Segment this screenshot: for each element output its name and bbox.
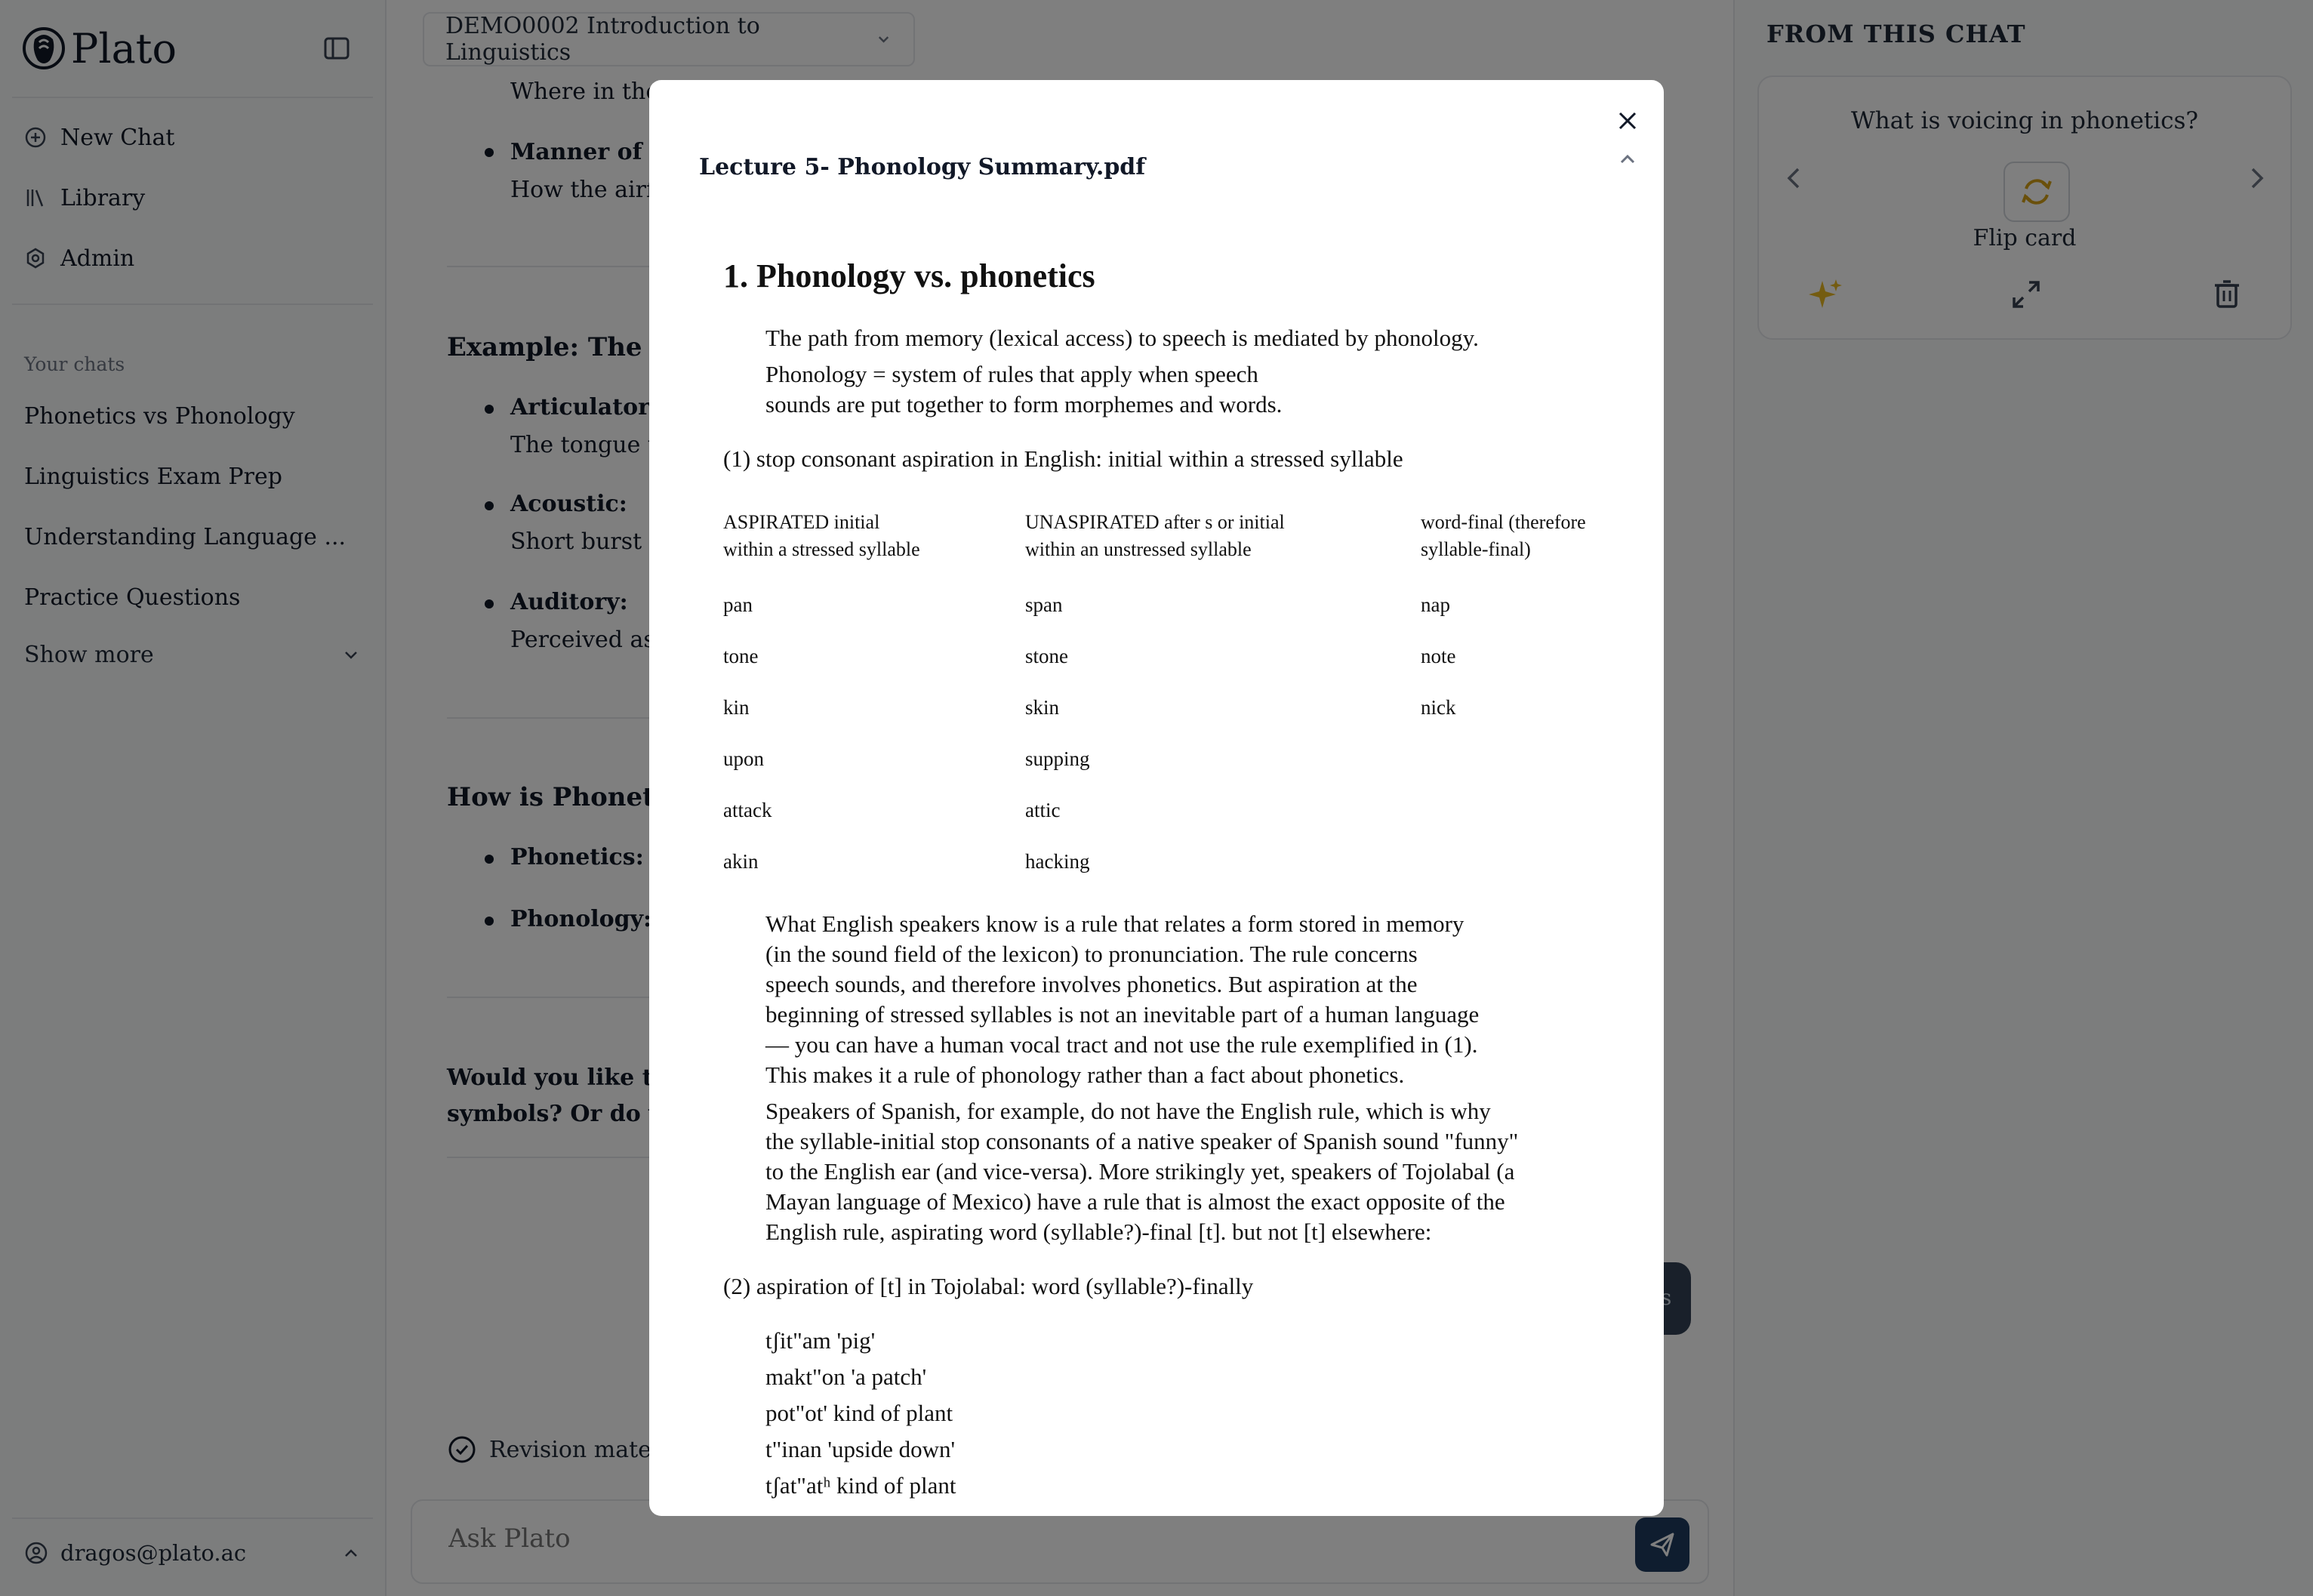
- example-line: tʃat"atʰ kind of plant: [765, 1472, 956, 1499]
- doc-line: The path from memory (lexical access) to speech is mediated by phonology.: [765, 325, 1479, 351]
- doc-line: Mayan language of Mexico) have a rule that is almost the exact opposite of the: [765, 1188, 1505, 1215]
- example-title: (2) aspiration of [t] in Tojolabal: word (syllable?)-finally: [723, 1273, 1254, 1299]
- table-header: ASPIRATED initial: [723, 511, 880, 533]
- table-cell: stone: [1025, 645, 1068, 667]
- table-cell: akin: [723, 850, 759, 873]
- example-line: makt"on 'a patch': [765, 1363, 927, 1390]
- table-header: syllable-final): [1421, 538, 1531, 560]
- table-cell: attack: [723, 799, 772, 821]
- table-header: within a stressed syllable: [723, 538, 920, 560]
- example-line: tʃit"am 'pig': [765, 1327, 876, 1354]
- table-cell: note: [1421, 645, 1456, 667]
- doc-line: What English speakers know is a rule that relates a form stored in memory: [765, 910, 1464, 937]
- example-title: (1) stop consonant aspiration in English: initial within a stressed syllable: [723, 445, 1403, 472]
- table-cell: attic: [1025, 799, 1061, 821]
- doc-line: to the English ear (and vice-versa). More strikingly yet, speakers of Tojolabal (a: [765, 1158, 1515, 1185]
- example-line: pot"ot' kind of plant: [765, 1400, 953, 1426]
- table-cell: pan: [723, 593, 753, 616]
- table-header: word-final (therefore: [1421, 511, 1586, 533]
- doc-line: sounds are put together to form morphemes and words.: [765, 391, 1283, 417]
- table-cell: nap: [1421, 593, 1450, 616]
- doc-line: English rule, aspirating word (syllable?)-final [t]. but not [t] elsewhere:: [765, 1219, 1432, 1245]
- doc-line: speech sounds, and therefore involves phonetics. But aspiration at the: [765, 971, 1418, 997]
- document-viewer-modal: [649, 80, 1664, 1516]
- doc-line: This makes it a rule of phonology rather than a fact about phonetics.: [765, 1061, 1405, 1088]
- table-cell: tone: [723, 645, 759, 667]
- doc-line: Phonology = system of rules that apply when speech: [765, 361, 1258, 387]
- doc-line: beginning of stressed syllables is not an inevitable part of a human language: [765, 1001, 1480, 1028]
- table-cell: hacking: [1025, 850, 1090, 873]
- document-heading: 1. Phonology vs. phonetics: [723, 257, 1095, 294]
- table-header: UNASPIRATED after s or initial: [1025, 511, 1285, 533]
- doc-line: Speakers of Spanish, for example, do not have the English rule, which is why: [765, 1098, 1491, 1124]
- table-cell: skin: [1025, 696, 1060, 719]
- chevron-up-icon[interactable]: [1612, 143, 1643, 174]
- table-cell: upon: [723, 747, 764, 770]
- doc-line: the syllable-initial stop consonants of a native speaker of Spanish sound "funny": [765, 1128, 1519, 1154]
- table-cell: supping: [1025, 747, 1090, 770]
- doc-line: (in the sound field of the lexicon) to pronunciation. The rule concerns: [765, 941, 1418, 967]
- table-header: within an unstressed syllable: [1025, 538, 1252, 560]
- table-cell: kin: [723, 696, 750, 719]
- table-cell: nick: [1421, 696, 1456, 719]
- example-line: t"inan 'upside down': [765, 1436, 956, 1462]
- table-cell: span: [1025, 593, 1063, 616]
- document-title: Lecture 5- Phonology Summary.pdf: [699, 154, 1146, 180]
- doc-line: — you can have a human vocal tract and not use the rule exemplified in (1).: [765, 1031, 1478, 1058]
- close-icon[interactable]: [1612, 106, 1643, 136]
